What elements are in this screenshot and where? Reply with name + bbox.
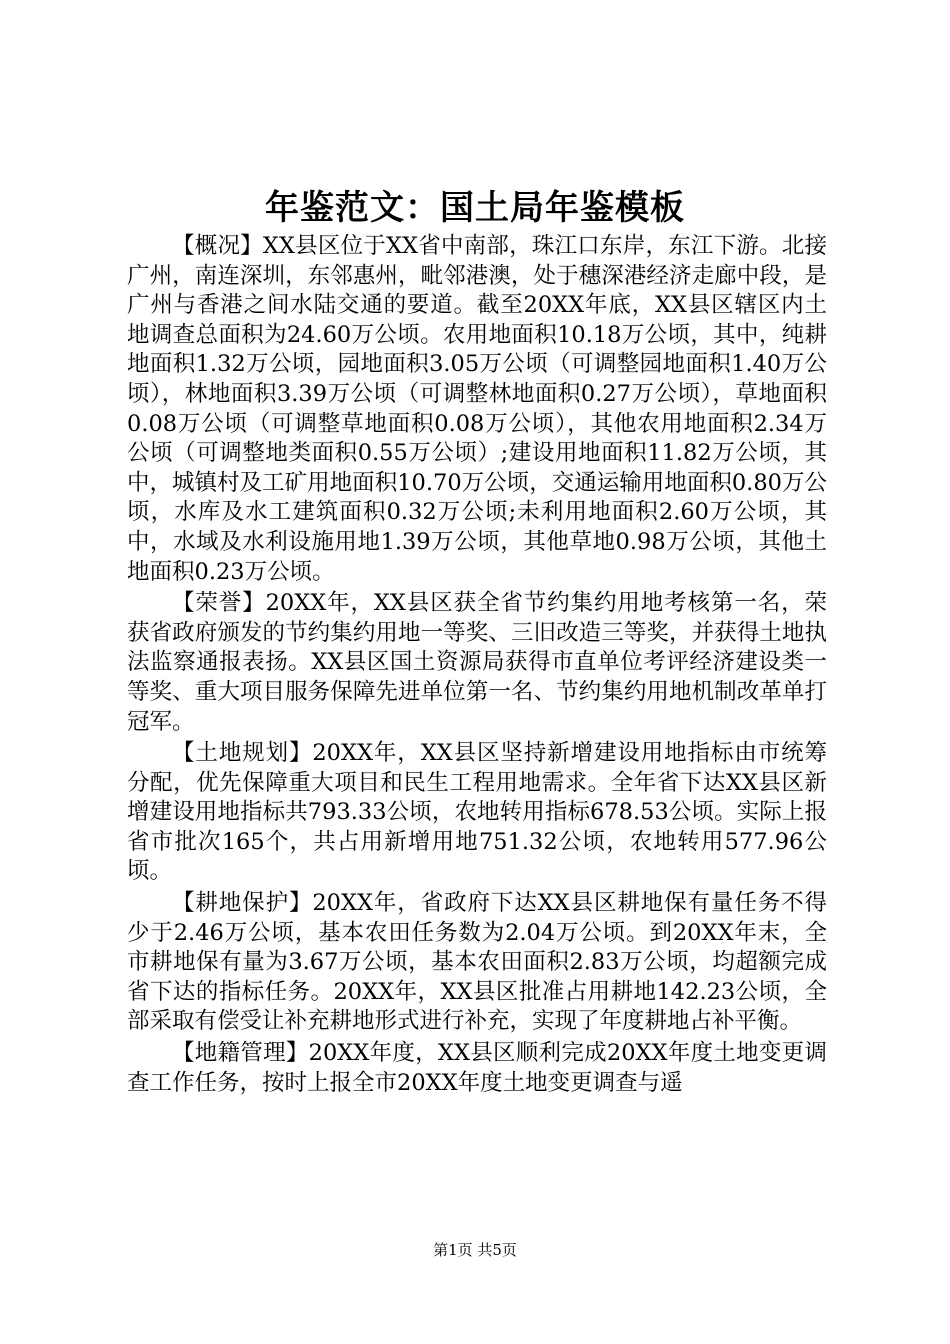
- paragraph-overview: [127, 232, 827, 587]
- section-heading-cadastral-management: 【地籍管理】: [172, 1040, 309, 1067]
- document-body: [127, 232, 827, 1100]
- section-text-cadastral-management: 20XX年度，XX县区顺利完成20XX年度土地变更调查工作任务，按时上报全市20XX年度土地变更调查与遥: [127, 1040, 827, 1096]
- section-text-farmland-protection: 20XX年，省政府下达XX县区耕地保有量任务不得少于2.46万公顷，基本农田任务数为2.04万公顷。到20XX年末，全市耕地保有量为3.67万公顷，基本农田面积2.83万公顷，均超额完成省下达的指标任务。20XX年，XX县区批准占用耕地142.23公顷，全部采取有偿受让补充耕地形式进行补充，实现了年度耕地占补平衡。: [127, 890, 827, 1035]
- section-heading-honors: 【荣誉】: [172, 590, 266, 617]
- section-heading-land-planning: 【土地规划】: [172, 740, 313, 767]
- section-text-land-planning: 20XX年，XX县区坚持新增建设用地指标由市统筹分配，优先保障重大项目和民生工程用地需求。全年省下达XX县区新增建设用地指标共793.33公顷，农地转用指标678.53公顷。实际上报省市批次165个，共占用新增用地751.32公顷，农地转用577.96公顷。: [127, 740, 827, 885]
- section-text-honors: 20XX年，XX县区获全省节约集约用地考核第一名，荣获省政府颁发的节约集约用地一等奖、三旧改造三等奖，并获得土地执法监察通报表扬。XX县区国土资源局获得市直单位考评经济建设类一等奖、重大项目服务保障先进单位第一名、节约集约用地机制改革单打冠军。: [127, 590, 827, 735]
- paragraph-honors: [127, 589, 827, 737]
- paragraph-cadastral-management: [127, 1039, 827, 1098]
- paragraph-farmland-protection: [127, 889, 827, 1037]
- section-heading-farmland-protection: 【耕地保护】: [172, 890, 313, 917]
- page-number-footer: 第1页 共5页: [433, 1241, 517, 1259]
- page-title: 年鉴范文：国土局年鉴模板: [265, 188, 685, 228]
- paragraph-land-planning: [127, 739, 827, 887]
- section-text-overview: XX县区位于XX省中南部，珠江口东岸，东江下游。北接广州，南连深圳，东邻惠州，毗邻港澳，处于穗深港经济走廊中段，是广州与香港之间水陆交通的要道。截至20XX年底，XX县区辖区内土地调查总面积为24.60万公顷。农用地面积10.18万公顷，其中，纯耕地面积1.32万公顷，园地面积3.05万公顷（可调整园地面积1.40万公顷），林地面积3.39万公顷（可调整林地面积0.27万公顷），草地面积0.08万公顷（可调整草地面积0.08万公顷），其他农用地面积2.34万公顷（可调整地类面积0.55万公顷）;建设用地面积11.82万公顷，其中，城镇村及工矿用地面积10.70万公顷，交通运输用地面积0.80万公顷，水库及水工建筑面积0.32万公顷;未利用地面积2.60万公顷，其中，水域及水利设施用地1.39万公顷，其他草地0.98万公顷，其他土地面积0.23万公顷。: [127, 233, 827, 585]
- section-heading-overview: 【概况】: [172, 233, 263, 259]
